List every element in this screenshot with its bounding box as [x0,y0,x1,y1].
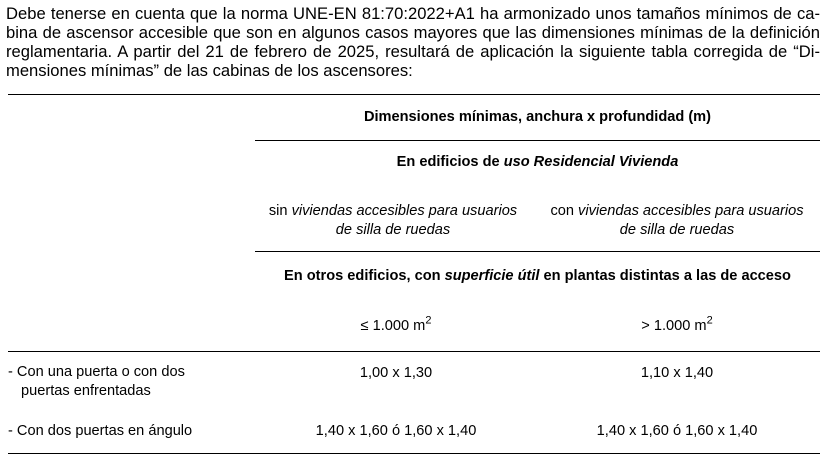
residential-heading [255,153,820,172]
col1-residential-line2: de silla de ruedas [335,222,451,238]
intro-line-1: Debe tenerse en cuenta que la norma UNE-EN 81:70:2022+A1 ha armonizado unos tamaños mínimos de ca- [6,4,820,23]
intro-line-2: bina de ascensor accesible que son en algunos casos mayores que las dimensiones mínimas de la definición [6,23,820,42]
col1-residential-prefix: sin [268,203,292,219]
col1-area-sup: 2 [425,314,432,327]
table-bottom-rule [8,453,820,454]
intro-line-3: reglamentaria. A partir del 21 de febrero de 2025, resultará de aplicación la siguiente tabla corregida de “Di- [6,42,820,61]
intro-line-4: mensiones mínimas” de las cabinas de los ascensores: [6,61,413,80]
row2-label [8,422,192,441]
row1-label-line2: puertas enfrentadas [21,383,151,399]
col2-residential-line2: de silla de ruedas [619,222,735,238]
col2-residential-line1: viviendas accesibles para usuarios [578,203,804,219]
col1-area-heading [252,314,540,336]
header-rule-2 [255,251,820,252]
row1-col2-value [534,364,820,383]
header-separator-rule [8,351,820,352]
row2-col1-text: 1,40 x 1,60 ó 1,60 x 1,40 [315,423,477,439]
row2-col2-value [534,422,820,441]
col1-residential-heading [252,202,534,240]
row1-label [8,363,185,401]
header-main-text: Dimensiones mínimas, anchura x profundidad (m) [363,109,712,125]
row2-col2-text: 1,40 x 1,60 ó 1,60 x 1,40 [596,423,758,439]
header-rule-1 [255,140,820,141]
residential-prefix: En edificios de [396,154,504,170]
col1-residential-line1: viviendas accesibles para usuarios [291,203,518,219]
others-suffix: en plantas distintas a las de acceso [539,268,791,284]
col2-residential-heading [534,202,820,240]
col2-area-text: > 1.000 m [641,318,707,334]
others-prefix: En otros edificios, con [284,268,445,284]
row2-label-line1: - Con dos puertas en ángulo [8,423,193,439]
table-top-rule [8,94,820,95]
row1-col2-text: 1,10 x 1,40 [640,365,714,381]
col2-area-sup: 2 [706,314,713,327]
row1-col1-text: 1,00 x 1,30 [359,365,433,381]
col2-residential-prefix: con [550,203,579,219]
col2-area-heading [534,314,820,336]
others-italic: superficie útil [444,268,540,284]
intro-paragraph [6,4,820,80]
row1-col1-value [252,364,540,383]
others-heading [255,267,820,286]
table-header-main [255,108,820,127]
col1-area-text: ≤ 1.000 m [360,318,426,334]
residential-italic: uso Residencial Vivienda [503,154,679,170]
row1-label-line1: - Con una puerta o con dos [8,364,185,380]
row2-col1-value [252,422,540,441]
